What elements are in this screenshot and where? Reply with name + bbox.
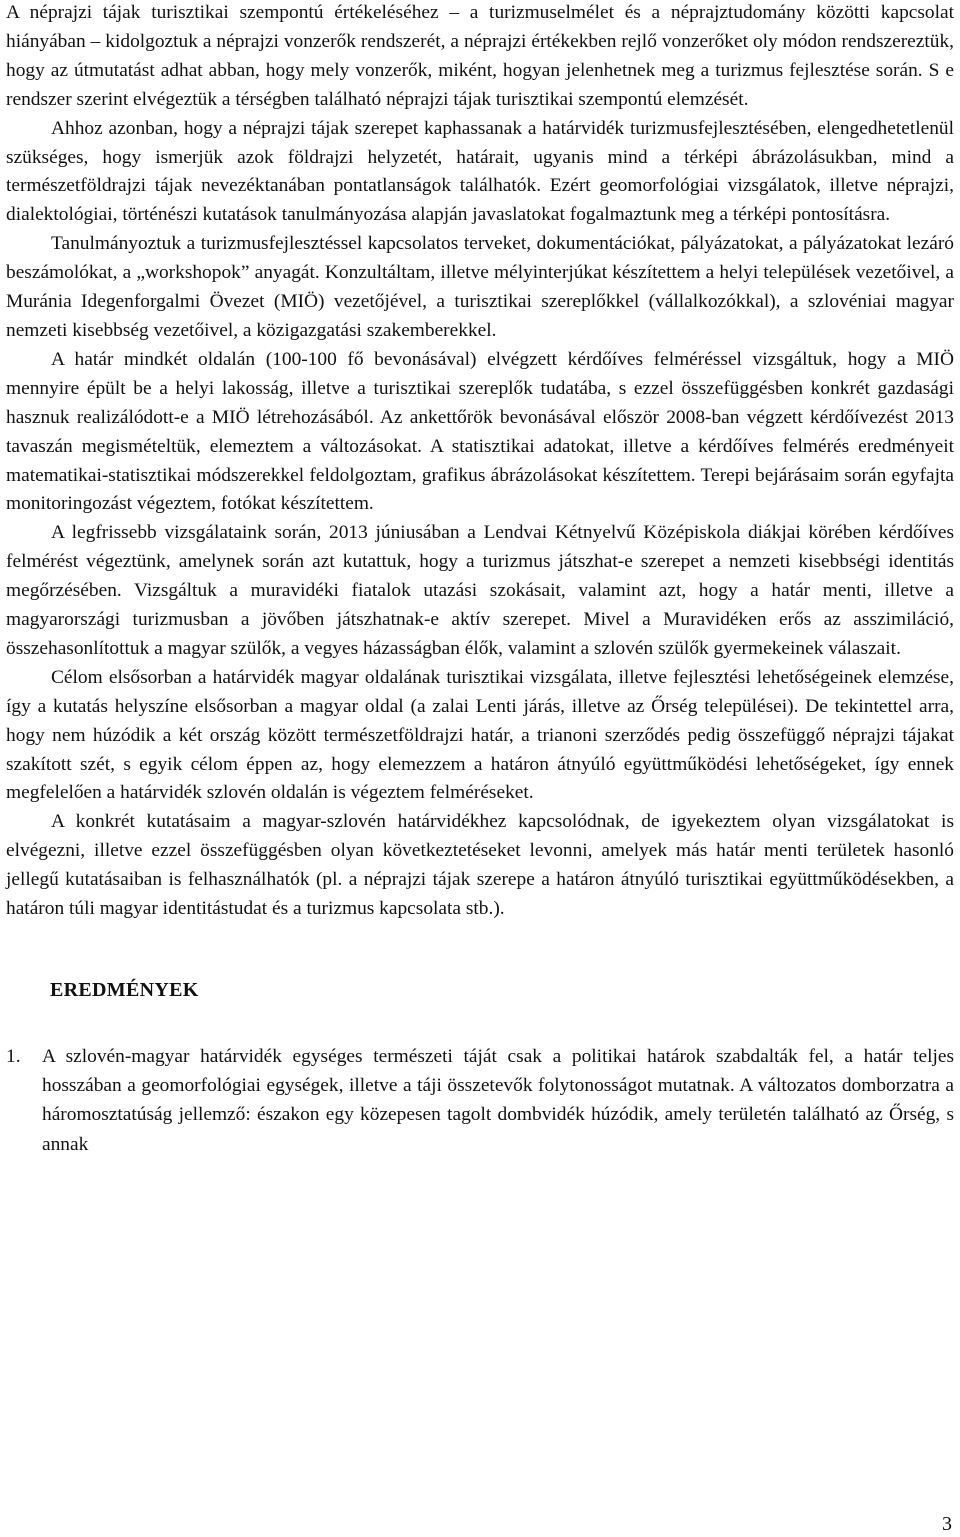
body-paragraph-youth-survey: A legfrissebb vizsgálataink során, 2013 júniusában a Lendvai Kétnyelvű Középiskola diákjai körében kérdőíves felmérést végeztünk, amelynek során azt kutattuk, hogy a turizmus játszhat-e szerepet a nemzeti kisebbségi identitás megőrzésében. Vizsgáltuk a muravidéki fiatalok utazási szokásait, valamint azt, hogy a határ menti, illetve a magyarországi turizmusban a jövőben játszhatnak-e aktív szerepet. Mivel a Muravidéken erős az asszimiláció, összehasonlítottuk a magyar szülők, a vegyes házasságban élők, valamint a szlovén szülők gyermekeinek válaszait. — [6, 522, 954, 659]
list-item-text: A szlovén-magyar határvidék egységes természeti táját csak a politikai határok szabdalták fel, a határ teljes hosszában a geomorfológiai egységek, illetve a táji összetevők folytonosságot mutatnak. A változatos domborzatra a háromosztatúság jellemző: északon egy közepesen tagolt dombvidék húzódik, amely területén található az Őrség, s annak — [42, 1046, 954, 1155]
body-paragraph-goal: Célom elsősorban a határvidék magyar oldalának turisztikai vizsgálata, illetve fejlesztési lehetőségeinek elemzése, így a kutatás helyszíne elsősorban a magyar oldal (a zalai Lenti járás, illetve az Őrség települései). De tekintettel arra, hogy nem húzódik a két ország között természetföldrajzi határ, a trianoni szerződés pedig összefüggő néprajzi tájakat szakított szét, s egyik célom éppen az, hogy elemezzem a határon átnyúló együttműködési lehetőségeket, így ennek megfelelően a határvidék szlovén oldalán is végeztem felméréseket. — [6, 666, 954, 804]
document-page — [6, 0, 954, 1159]
body-paragraph-documents: Tanulmányoztuk a turizmusfejlesztéssel kapcsolatos terveket, dokumentációkat, pályázatokat, a pályázatokat lezáró beszámolókat, a „workshopok” anyagát. Konzultáltam, illetve mélyinterjúkat készítettem a helyi települések vezetőivel, a Muránia Idegenforgalmi Övezet (MIÖ) vezetőjével, a turisztikai szereplőkkel (vállalkozókkal), a szlovéniai magyar nemzeti kisebbség vezetőivel, a közigazgatási szakemberekkel. — [6, 233, 954, 341]
results-heading: EREDMÉNYEK — [50, 979, 199, 1001]
page-number: 3 — [942, 1513, 952, 1535]
body-paragraph-geography: Ahhoz azonban, hogy a néprajzi tájak szerepet kaphassanak a határvidék turizmusfejlesztésében, elengedhetetlenül szükséges, hogy ismerjük azok földrajzi helyzetét, határait, ugyanis mind a térképi ábrázolásukban, mind a természetföldrajzi tájak nevezéktanában pontatlanságok találhatók. Ezért geomorfológiai vizsgálatok, illetve néprajzi, dialektológiai, történészi kutatások tanulmányozása alapján javaslatokat fogalmaztunk meg a térképi pontosításra. — [6, 117, 954, 226]
intro-paragraph: A néprajzi tájak turisztikai szempontú értékeléséhez – a turizmuselmélet és a néprajztudomány közötti kapcsolat hiányában – kidolgoztuk a néprajzi vonzerők rendszerét, a néprajzi értékekben rejlő vonzerőket oly módon rendszereztük, hogy az útmutatást adhat abban, hogy mely vonzerők, miként, hogyan jelenhetnek meg a turizmus fejlesztése során. S e rendszer szerint elvégeztük a térségben található néprajzi tájak turisztikai szempontú elemzését. — [6, 2, 954, 110]
list-item-number: 1. — [6, 1046, 21, 1067]
body-paragraph-survey: A határ mindkét oldalán (100-100 fő bevonásával) elvégzett kérdőíves felméréssel vizsgáltuk, hogy a MIÖ mennyire épült be a helyi lakosság, illetve a turisztikai szereplők tudatába, s ezzel összefüggésben konkrét gazdasági hasznuk realizálódott-e a MIÖ létrehozásából. Az ankettőrök bevonásával először 2008-ban végzett kérdőívezést 2013 tavaszán megismételtük, elemeztem a változásokat. A statisztikai adatokat, illetve a kérdőíves felmérés eredményeit matematikai-statisztikai módszerekkel feldolgoztam, grafikus ábrázolásokat készítettem. Terepi bejárásaim során egyfajta monitoringozást végeztem, fotókat készítettem. — [6, 348, 954, 515]
body-paragraph-research: A konkrét kutatásaim a magyar-szlovén határvidékhez kapcsolódnak, de igyekeztem olyan vizsgálatokat is elvégezni, illetve ezzel összefüggésben olyan következtetéseket levonni, amelyek más határ menti területek hasonló jellegű kutatásaiban is felhasználhatók (pl. a néprajzi tájak szerepe a határon átnyúló turisztikai együttműködésekben, a határon túli magyar identitástudat és a turizmus kapcsolata stb.). — [6, 811, 954, 920]
results-list — [6, 1042, 954, 1159]
list-item — [6, 1042, 954, 1159]
